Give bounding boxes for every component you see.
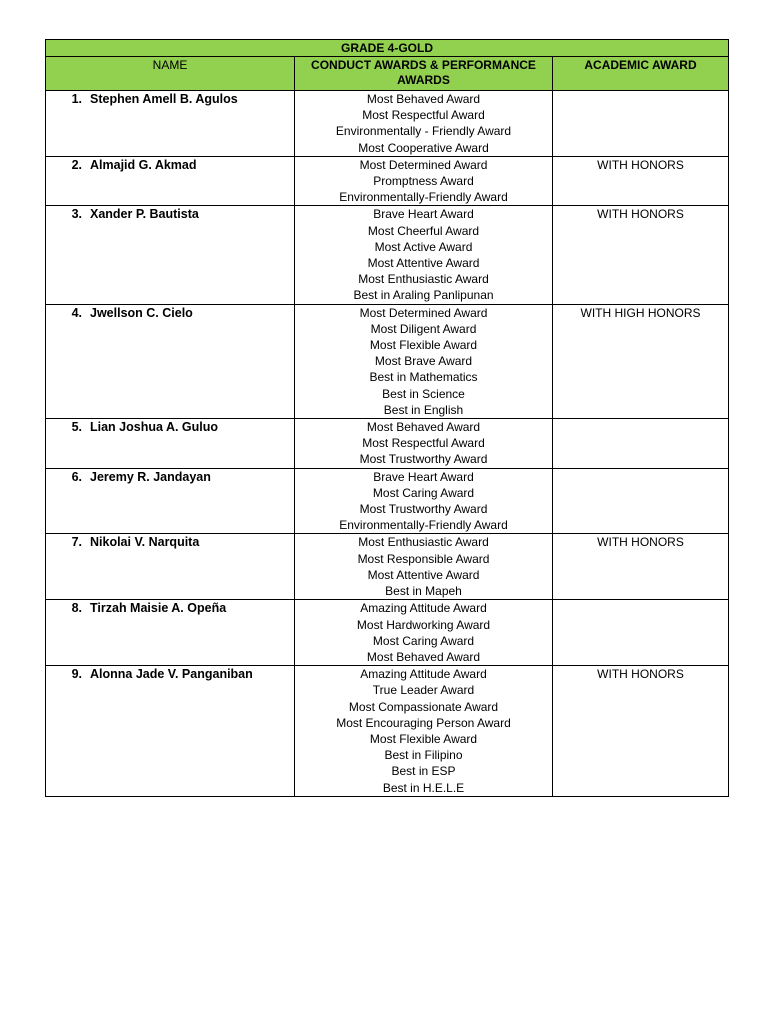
conduct-awards-cell: [295, 534, 553, 600]
award-item: Most Trustworthy Award: [359, 452, 488, 467]
academic-column-header: ACADEMIC AWARD: [553, 57, 729, 91]
award-item: Most Respectful Award: [362, 436, 485, 451]
student-name-cell: [46, 91, 295, 157]
award-item: Most Enthusiastic Award: [358, 272, 489, 287]
award-item: Brave Heart Award: [373, 469, 474, 484]
academic-award-cell: [553, 468, 729, 534]
award-item: Best in H.E.L.E: [382, 780, 465, 795]
award-item: Most Attentive Award: [367, 256, 480, 271]
award-item: Most Cheerful Award: [367, 223, 480, 238]
award-item: Most Compassionate Award: [348, 699, 499, 714]
award-item: Environmentally - Friendly Award: [335, 124, 512, 139]
award-item: Best in ESP: [391, 764, 456, 779]
student-name-cell: [46, 419, 295, 469]
row-number: 4.: [71, 305, 82, 320]
student-name: Lian Joshua A. Guluo: [90, 420, 219, 435]
conduct-awards-cell: [295, 206, 553, 304]
award-item: Best in Mathematics: [369, 370, 478, 385]
award-item: Most Flexible Award: [369, 338, 478, 353]
award-item: Most Encouraging Person Award: [336, 715, 511, 730]
conduct-awards-cell: [295, 304, 553, 418]
award-item: True Leader Award: [372, 683, 475, 698]
student-name: Alonna Jade V. Panganiban: [90, 667, 253, 682]
award-item: Promptness Award: [373, 174, 474, 189]
award-item: Best in English: [383, 402, 464, 417]
table-title: GRADE 4-GOLD: [46, 40, 729, 57]
student-name-cell: [46, 156, 295, 206]
conduct-awards-cell: [295, 156, 553, 206]
conduct-awards-cell: [295, 600, 553, 666]
student-name: Jwellson C. Cielo: [90, 305, 193, 320]
row-number: 5.: [71, 420, 82, 435]
student-name-cell: [46, 468, 295, 534]
table-row: [46, 468, 729, 534]
academic-award-cell: [553, 91, 729, 157]
student-name: Tirzah Maisie A. Opeña: [90, 601, 227, 616]
academic-award-cell: [553, 419, 729, 469]
academic-award-cell: WITH HONORS: [553, 156, 729, 206]
student-name: Xander P. Bautista: [90, 207, 199, 222]
table-row: [46, 304, 729, 418]
academic-award-cell: [553, 600, 729, 666]
table-row: [46, 534, 729, 600]
row-number: 3.: [71, 207, 82, 222]
conduct-awards-cell: [295, 468, 553, 534]
award-item: Best in Filipino: [384, 748, 463, 763]
award-item: Most Diligent Award: [370, 321, 477, 336]
academic-award-cell: WITH HONORS: [553, 666, 729, 797]
award-item: Most Trustworthy Award: [359, 502, 488, 517]
row-number: 2.: [71, 157, 82, 172]
award-item: Most Determined Award: [359, 305, 488, 320]
award-item: Most Flexible Award: [369, 731, 478, 746]
award-item: Best in Araling Panlipunan: [353, 288, 494, 303]
conduct-awards-cell: [295, 666, 553, 797]
award-item: Most Determined Award: [359, 157, 488, 172]
award-item: Most Cooperative Award: [358, 140, 489, 155]
academic-award-cell: WITH HIGH HONORS: [553, 304, 729, 418]
student-name-cell: [46, 666, 295, 797]
award-item: Most Caring Award: [372, 633, 475, 648]
table-row: [46, 91, 729, 157]
academic-award-cell: WITH HONORS: [553, 534, 729, 600]
header-row: [46, 57, 729, 91]
award-item: Most Respectful Award: [362, 108, 485, 123]
student-name: Almajid G. Akmad: [90, 157, 197, 172]
award-item: Amazing Attitude Award: [360, 601, 487, 616]
awards-table: [45, 39, 729, 797]
award-item: Best in Mapeh: [385, 584, 462, 599]
award-item: Most Active Award: [374, 239, 473, 254]
award-item: Environmentally-Friendly Award: [339, 518, 508, 533]
table-row: [46, 156, 729, 206]
student-name-cell: [46, 304, 295, 418]
award-item: Most Hardworking Award: [356, 617, 491, 632]
award-item: Amazing Attitude Award: [360, 667, 487, 682]
award-item: Most Attentive Award: [367, 567, 480, 582]
conduct-awards-cell: [295, 91, 553, 157]
award-item: Environmentally-Friendly Award: [339, 190, 508, 205]
row-number: 8.: [71, 601, 82, 616]
award-item: Most Behaved Award: [366, 420, 481, 435]
table-row: [46, 666, 729, 797]
student-name-cell: [46, 600, 295, 666]
award-item: Most Behaved Award: [366, 649, 481, 664]
award-item: Brave Heart Award: [373, 207, 474, 222]
title-row: [46, 40, 729, 57]
student-name: Nikolai V. Narquita: [90, 535, 200, 550]
award-item: Most Behaved Award: [366, 92, 481, 106]
table-row: [46, 419, 729, 469]
award-item: Most Enthusiastic Award: [358, 535, 489, 550]
name-column-header: NAME: [46, 57, 295, 91]
student-name: Jeremy R. Jandayan: [90, 469, 211, 484]
student-name-cell: [46, 534, 295, 600]
awards-sheet: [45, 39, 728, 797]
conduct-column-header: CONDUCT AWARDS & PERFORMANCE AWARDS: [295, 57, 553, 91]
award-item: Most Caring Award: [372, 485, 475, 500]
student-name: Stephen Amell B. Agulos: [90, 92, 238, 106]
row-number: 7.: [71, 535, 82, 550]
row-number: 6.: [71, 469, 82, 484]
row-number: 1.: [71, 92, 82, 106]
academic-award-cell: WITH HONORS: [553, 206, 729, 304]
conduct-awards-cell: [295, 419, 553, 469]
award-item: Best in Science: [382, 386, 465, 401]
award-item: Most Responsible Award: [357, 551, 490, 566]
row-number: 9.: [71, 667, 82, 682]
table-row: [46, 206, 729, 304]
table-row: [46, 600, 729, 666]
award-item: Most Brave Award: [374, 354, 473, 369]
student-name-cell: [46, 206, 295, 304]
